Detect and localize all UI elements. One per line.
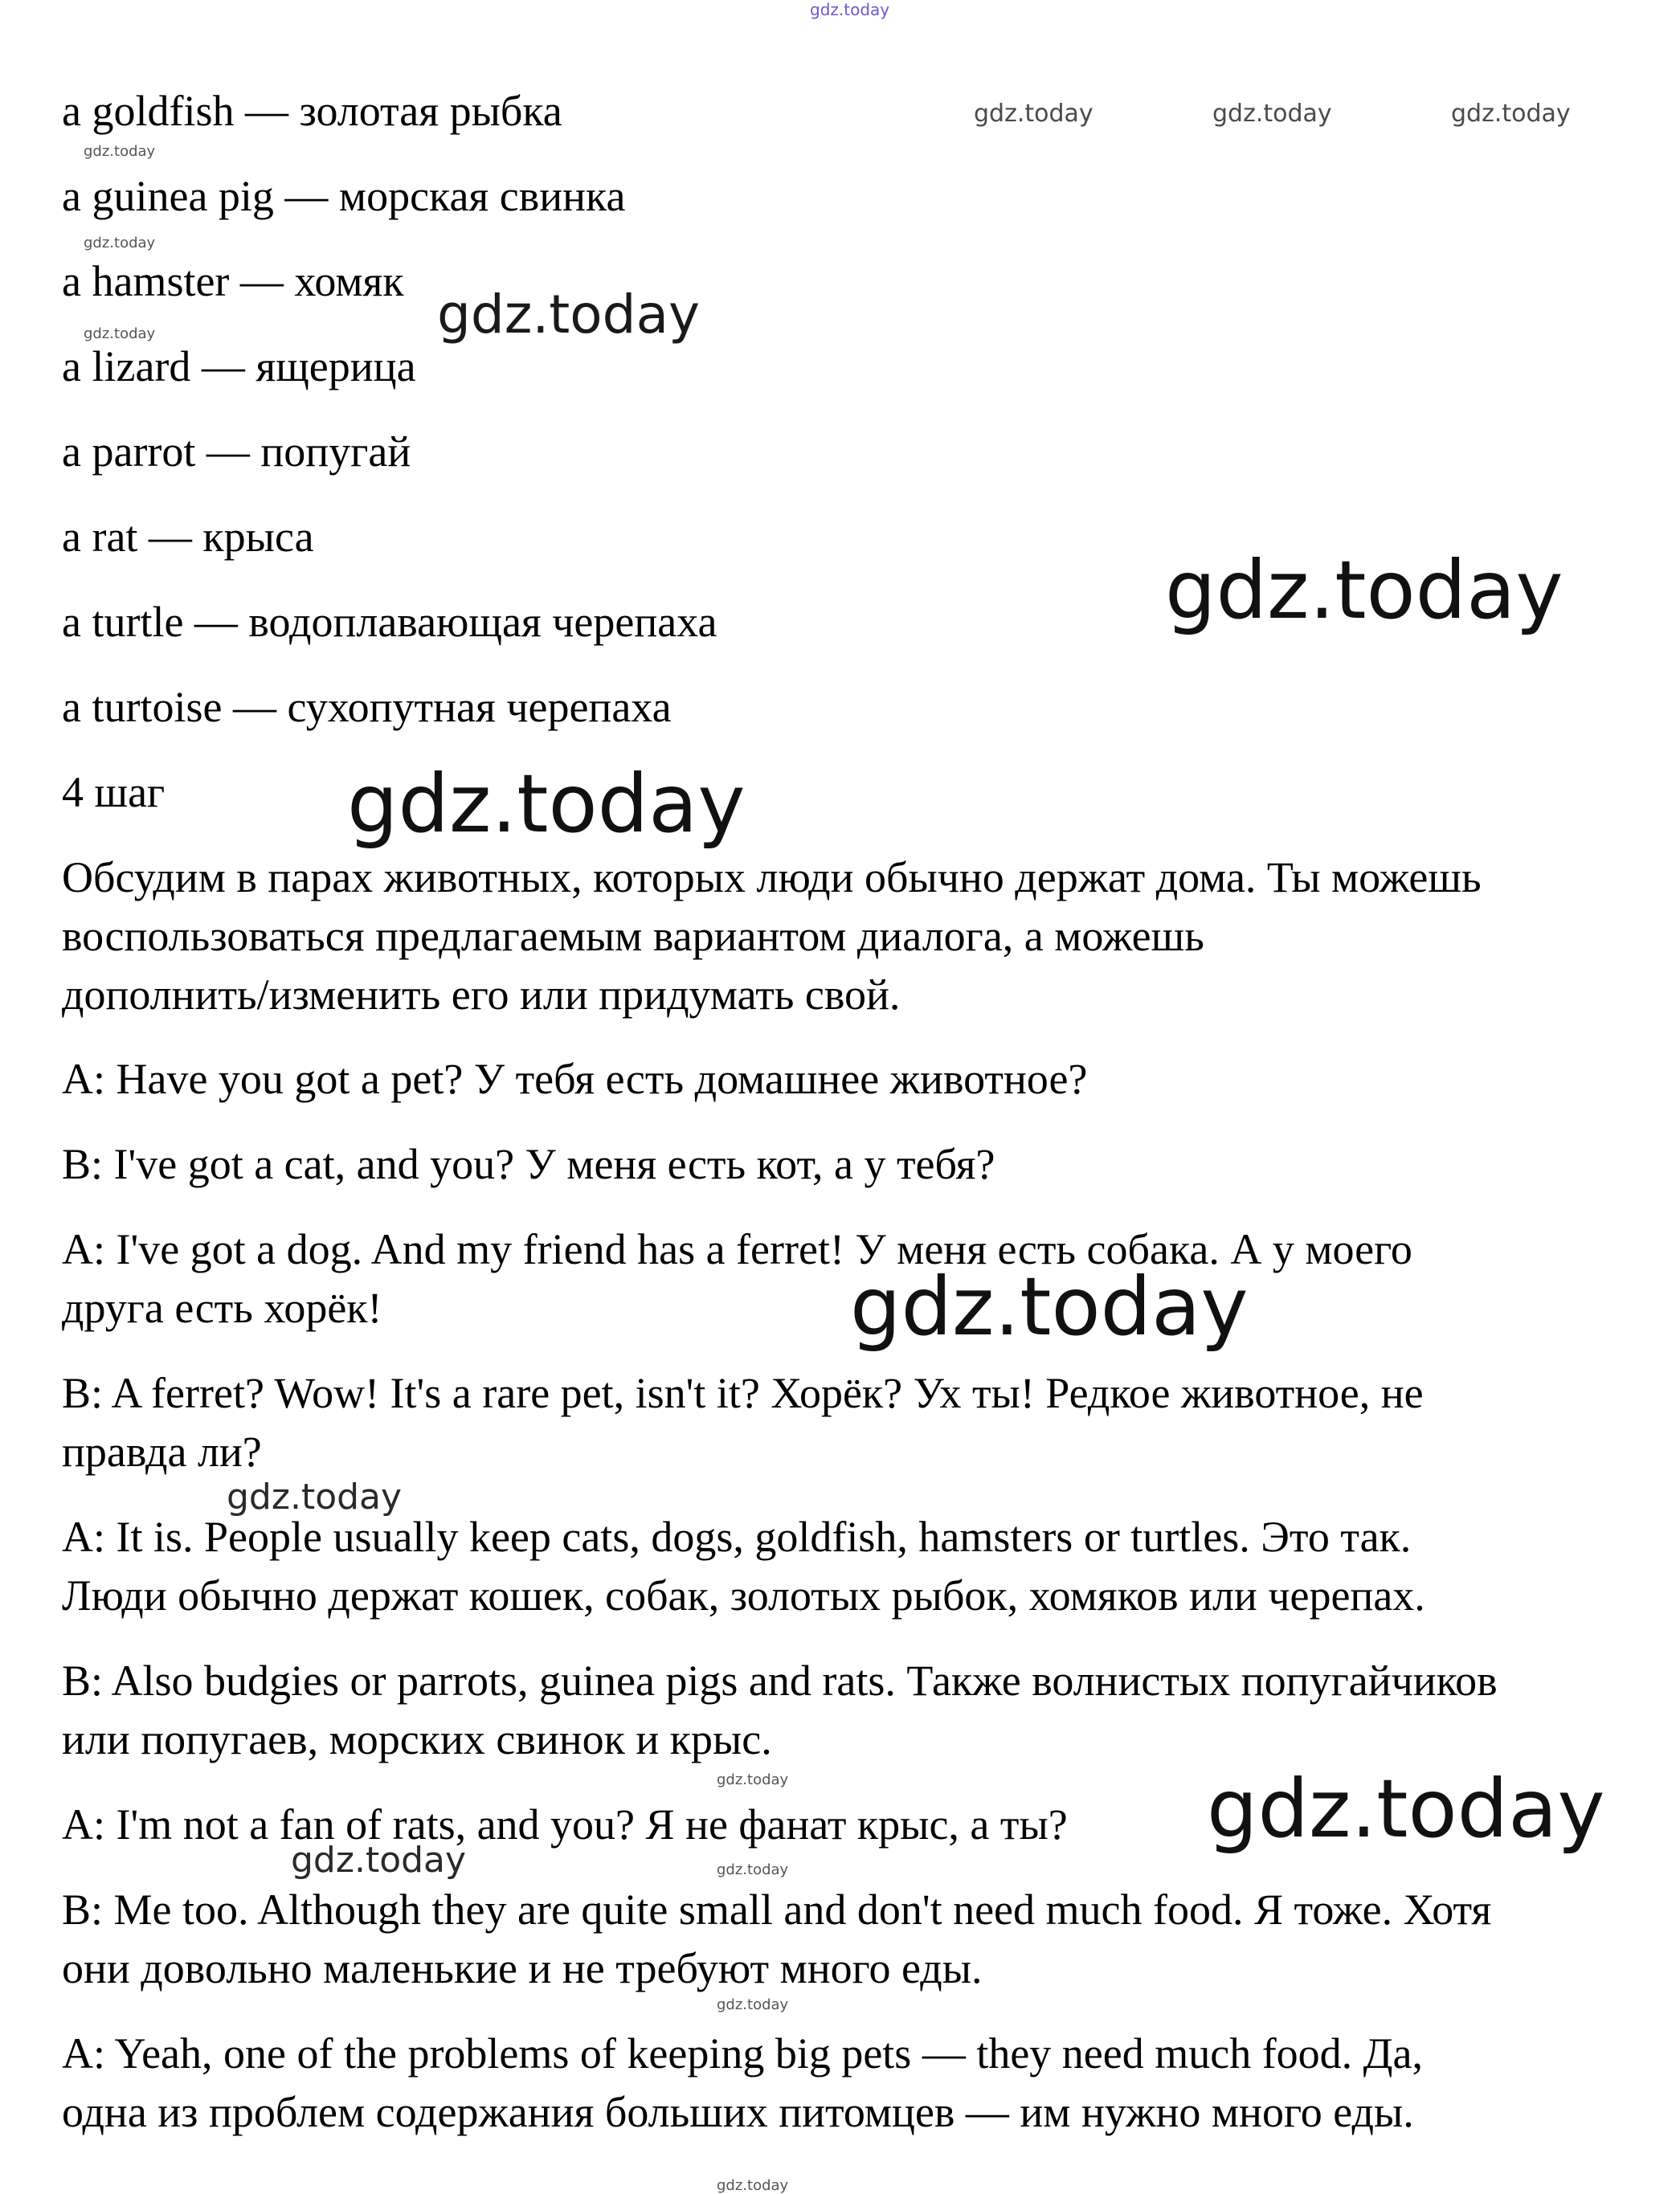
- dialogue-line: A: I'm not a fan of rats, and you? Я не фанат крыс, а ты?: [62, 1800, 1068, 1849]
- vocab-item-guinea-pig: a guinea pig — морская свинка: [62, 172, 626, 220]
- dialogue-line: A: It is. People usually keep cats, dogs, goldfish, hamsters or turtles. Это так.: [62, 1513, 1412, 1561]
- watermark: gdz.today: [291, 1840, 467, 1881]
- vocab-item-turtoise: a turtoise — сухопутная черепаха: [62, 683, 672, 731]
- vocab-item-parrot: a parrot — попугай: [62, 427, 411, 476]
- dialogue-line: B: Me too. Although they are quite small and don't need much food. Я тоже. Хотя: [62, 1886, 1492, 1934]
- vocab-item-rat: a rat — крыса: [62, 513, 314, 561]
- dialogue-line: Люди обычно держат кошек, собак, золотых рыбок, хомяков или черепах.: [62, 1571, 1425, 1620]
- vocab-item-hamster: a hamster — хомяк: [62, 257, 404, 305]
- vocab-item-lizard: a lizard — ящерица: [62, 342, 416, 390]
- watermark: gdz.today: [1451, 100, 1571, 128]
- dialogue-line: B: Also budgies or parrots, guinea pigs and rats. Также волнистых попугайчиков: [62, 1657, 1498, 1705]
- watermark: gdz.today: [1207, 1762, 1605, 1856]
- watermark: gdz.today: [1212, 100, 1332, 128]
- dialogue-line: A: Yeah, one of the problems of keeping big pets — they need much food. Да,: [62, 2029, 1423, 2078]
- watermark: gdz.today: [717, 1771, 789, 1788]
- dialogue-line: B: A ferret? Wow! It's a rare pet, isn't it? Хорёк? Ух ты! Редкое животное, не: [62, 1369, 1424, 1417]
- dialogue-line: друга есть хорёк!: [62, 1284, 382, 1332]
- watermark: gdz.today: [227, 1477, 403, 1518]
- watermark: gdz.today: [974, 100, 1093, 128]
- dialogue-line: A: I've got a dog. And my friend has a ferret! У меня есть собака. А у моего: [62, 1225, 1412, 1273]
- dialogue-line: или попугаев, морских свинок и крыс.: [62, 1715, 772, 1763]
- dialogue-line: они довольно маленькие и не требуют много еды.: [62, 1944, 983, 1992]
- watermark: gdz.today: [347, 757, 746, 851]
- watermark: gdz.today: [1165, 543, 1564, 637]
- watermark: gdz.today: [84, 325, 156, 342]
- watermark: gdz.today: [437, 284, 701, 345]
- instruction-line: дополнить/изменить его или придумать свой.: [62, 970, 901, 1019]
- watermark: gdz.today: [810, 0, 890, 19]
- watermark: gdz.today: [84, 235, 156, 251]
- watermark: gdz.today: [717, 2177, 789, 2194]
- instruction-line: Обсудим в парах животных, которых люди обычно держат дома. Ты можешь: [62, 853, 1482, 901]
- vocab-item-goldfish: a goldfish — золотая рыбка: [62, 87, 562, 135]
- watermark: gdz.today: [850, 1260, 1249, 1354]
- step-heading: 4 шаг: [62, 768, 166, 816]
- watermark: gdz.today: [717, 1996, 789, 2013]
- dialogue-line: B: I've got a cat, and you? У меня есть кот, а у тебя?: [62, 1140, 995, 1188]
- dialogue-line: одна из проблем содержания больших питомцев — им нужно много еды.: [62, 2088, 1414, 2136]
- instruction-line: воспользоваться предлагаемым вариантом диалога, а можешь: [62, 912, 1204, 960]
- watermark: gdz.today: [84, 143, 156, 160]
- dialogue-line: правда ли?: [62, 1428, 262, 1476]
- dialogue-line: A: Have you got a pet? У тебя есть домашнее животное?: [62, 1055, 1088, 1103]
- vocab-item-turtle: a turtle — водоплавающая черепаха: [62, 598, 717, 646]
- watermark: gdz.today: [717, 1861, 789, 1878]
